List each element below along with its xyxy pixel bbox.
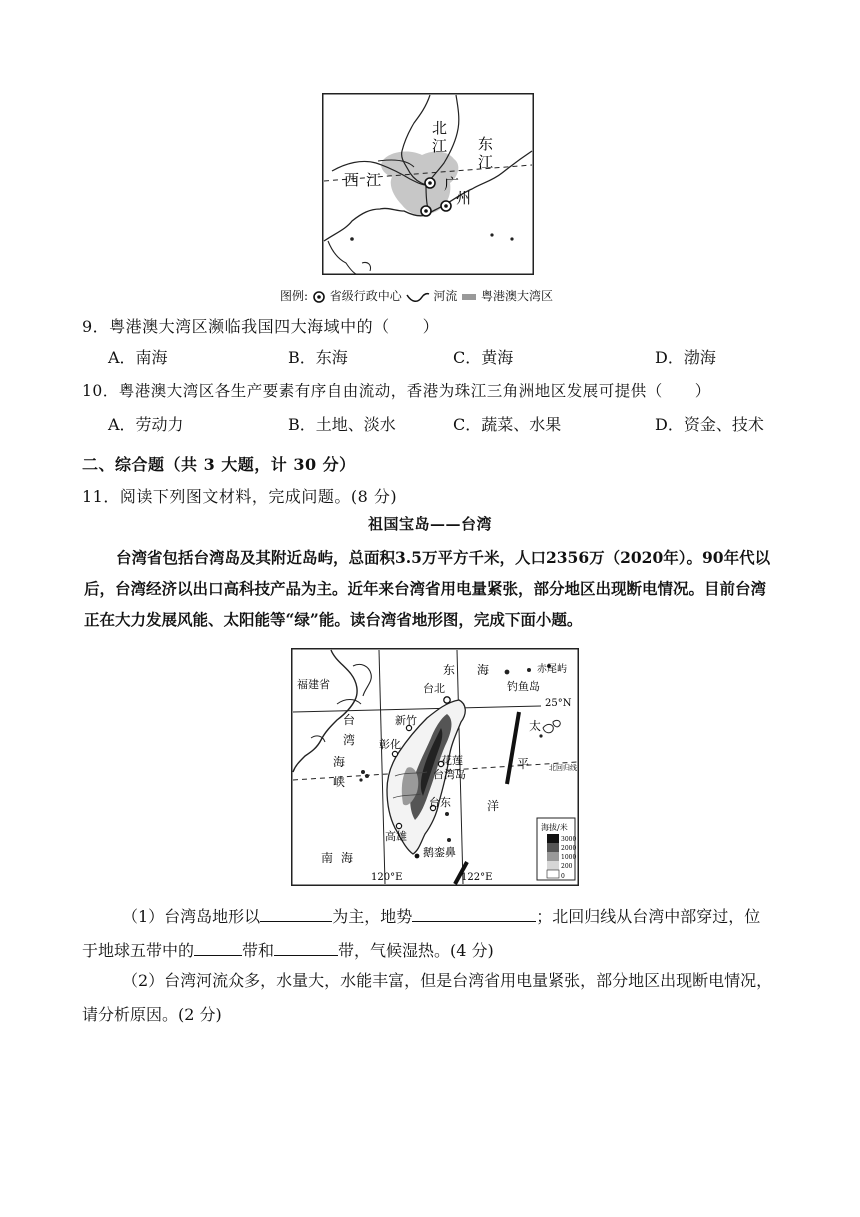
map-guangdong-graphic xyxy=(322,93,534,275)
section-2-heading: 二、综合题（共 3 大题，计 30 分） xyxy=(82,455,356,474)
legend-capital: 省级行政中心 xyxy=(329,289,402,303)
elevation-legend-title: 海拔/米 xyxy=(541,823,568,832)
label-nan: 南 xyxy=(321,851,334,865)
elevation-level: 3000 xyxy=(561,836,577,843)
label-zhou: 州 xyxy=(456,189,472,207)
label-xinzhu: 新竹 xyxy=(395,714,417,727)
label-zhanghua: 彰化 xyxy=(379,738,401,751)
label-hai: 海 xyxy=(477,663,490,677)
label-hai: 海 xyxy=(341,851,354,865)
label-jiang: 江 xyxy=(478,153,494,171)
label-ping-ocean: 平 xyxy=(517,757,530,771)
sub-question-1 xyxy=(82,900,782,968)
label-jiang: 江 xyxy=(432,137,448,155)
answer-blank-zone-1[interactable] xyxy=(194,941,242,956)
legend-bay-area: 粤港澳大湾区 xyxy=(481,289,554,303)
sub-question-2 xyxy=(82,964,782,1032)
label-dong: 东 xyxy=(443,663,456,677)
answer-blank-zone-2[interactable] xyxy=(274,941,338,956)
label-taiwandao: 台湾岛 xyxy=(433,768,466,781)
question-10-option-c[interactable]: C．蔬菜、水果 xyxy=(453,415,562,434)
question-9-option-b[interactable]: B．东海 xyxy=(288,348,348,367)
sub-question-2-line: 请分析原因。(2 分) xyxy=(82,1005,222,1024)
label-xia: 峡 xyxy=(333,775,346,789)
label-tai-ocean: 太 xyxy=(529,719,542,733)
bay-area-legend-icon xyxy=(461,292,477,302)
sub-question-1-text: ；北回归线从台湾中部穿过，位 xyxy=(536,907,761,926)
label-hai: 海 xyxy=(333,755,346,769)
sub-question-2-line: （2）台湾河流众多，水量大，水能丰富，但是台湾省用电量紧张，部分地区出现断电情况， xyxy=(122,971,773,990)
question-9-option-d[interactable]: D．渤海 xyxy=(655,348,716,367)
label-taidong: 台东 xyxy=(429,796,451,809)
label-tropic: 北回归线 xyxy=(549,764,577,772)
sub-question-1-text: 于地球五带中的 xyxy=(82,941,195,960)
sub-question-1-text: 带和 xyxy=(242,941,275,960)
map-taiwan-graphic xyxy=(291,648,579,886)
label-yang-ocean: 洋 xyxy=(487,799,500,813)
label-guang: 广 xyxy=(444,175,460,193)
question-10-option-a[interactable]: A．劳动力 xyxy=(108,415,184,434)
sub-question-1-text: 为主，地势 xyxy=(332,907,413,926)
sub-question-1-text: （1）台湾岛地形以 xyxy=(122,907,261,926)
label-fujian: 福建省 xyxy=(297,678,330,691)
map-guangdong-legend xyxy=(280,287,553,304)
label-wan: 湾 xyxy=(343,733,356,747)
question-9-option-a[interactable]: A．南海 xyxy=(108,348,168,367)
question-9-stem: 9．粤港澳大湾区濒临我国四大海域中的（ ） xyxy=(82,317,440,336)
material-title: 祖国宝岛——台湾 xyxy=(368,515,493,533)
label-bei: 北 xyxy=(432,119,448,137)
legend-river: 河流 xyxy=(433,289,458,303)
label-taibei: 台北 xyxy=(423,682,445,695)
label-lat-25n: 25°N xyxy=(545,698,572,709)
question-10-option-b[interactable]: B．土地、淡水 xyxy=(288,415,396,434)
label-chiwei: 赤尾屿 xyxy=(537,664,567,675)
river-legend-icon xyxy=(406,291,430,303)
answer-blank-terrain[interactable] xyxy=(260,907,332,922)
legend-prefix: 图例: xyxy=(280,289,309,303)
capital-legend-icon xyxy=(312,290,326,304)
question-11-stem: 11．阅读下列图文材料，完成问题。(8 分) xyxy=(82,487,398,506)
label-hualian: 花莲 xyxy=(441,754,463,767)
label-dong: 东 xyxy=(478,135,494,153)
elevation-level: 200 xyxy=(561,863,573,870)
sub-question-1-text: 带，气候湿热。(4 分) xyxy=(338,941,494,960)
label-xi: 西 xyxy=(344,171,360,189)
label-jiang: 江 xyxy=(366,171,382,189)
material-paragraph: 台湾省包括台湾岛及其附近岛屿，总面积3.5万平方千米，人口2356万（2020年）。90年代以后，台湾经济以出口高科技产品为主。近年来台湾省用电量紧张，部分地区出现断电情况。目前台湾正在大力发展风能、太阳能等“绿”能。读台湾省地形图，完成下面小题。 xyxy=(84,548,771,629)
label-diaoyu: 钓鱼岛 xyxy=(507,680,540,693)
label-lon-120e: 120°E xyxy=(371,872,403,883)
question-9-option-c[interactable]: C．黄海 xyxy=(453,348,514,367)
question-10-option-d[interactable]: D．资金、技术 xyxy=(655,415,764,434)
label-gaoxiong: 高雄 xyxy=(385,830,407,843)
map-taiwan xyxy=(291,648,579,886)
label-eluanbi: 鹅銮鼻 xyxy=(423,846,456,859)
map-guangdong xyxy=(322,93,534,275)
elevation-level: 0 xyxy=(561,873,565,880)
label-tai: 台 xyxy=(343,713,356,727)
question-10-stem: 10．粤港澳大湾区各生产要素有序自由流动，香港为珠江三角洲地区发展可提供（ ） xyxy=(82,382,711,400)
elevation-level: 1000 xyxy=(561,854,577,861)
answer-blank-elevation[interactable] xyxy=(412,907,536,922)
elevation-level: 2000 xyxy=(561,845,577,852)
label-lon-122e: 122°E xyxy=(461,872,493,883)
